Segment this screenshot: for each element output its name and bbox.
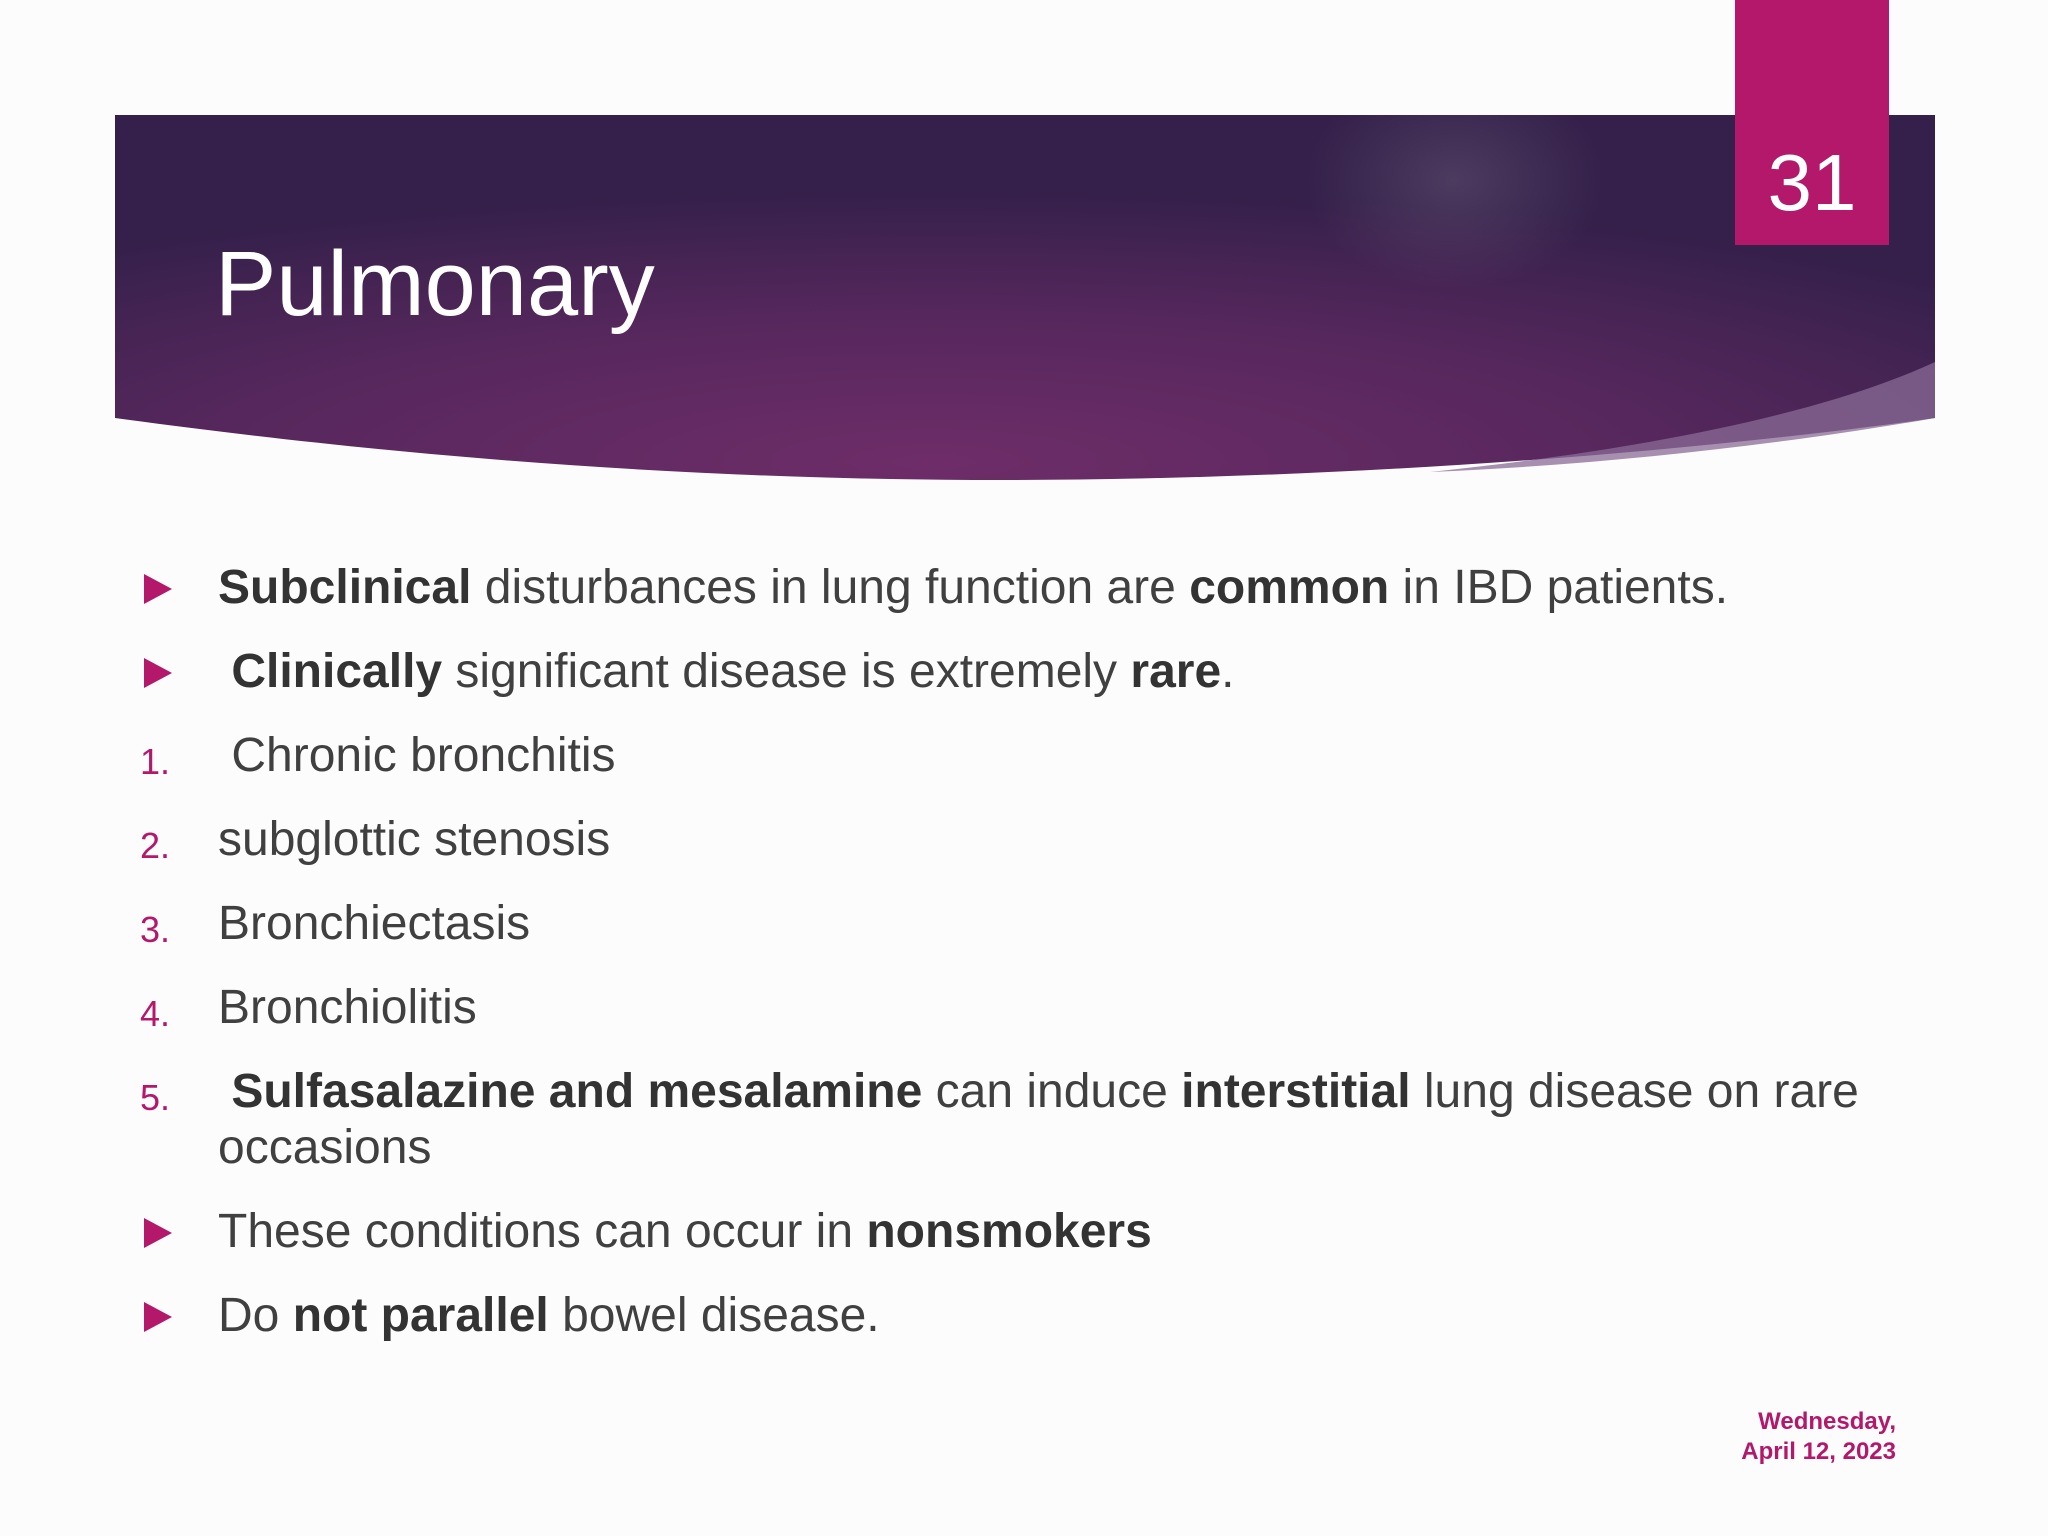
list-number-label: 3. bbox=[140, 909, 171, 950]
text-run: in IBD patients. bbox=[1389, 561, 1729, 614]
list-item-text bbox=[218, 812, 1930, 868]
page-number-tab bbox=[1735, 0, 1889, 245]
triangle-right-icon bbox=[144, 574, 172, 604]
list-item-text bbox=[218, 728, 1930, 784]
list-item-text bbox=[218, 896, 1930, 952]
bullet-arrow-icon bbox=[140, 1204, 218, 1260]
list-item bbox=[140, 1288, 1930, 1344]
bold-text: common bbox=[1189, 561, 1390, 614]
list-number bbox=[140, 1064, 218, 1120]
bold-text: Sulfasalazine and mesalamine bbox=[231, 1065, 923, 1118]
bullet-list bbox=[140, 560, 1930, 1372]
page-title: Pulmonary bbox=[215, 233, 655, 335]
text-run bbox=[218, 645, 231, 698]
date-footer bbox=[1741, 1407, 1896, 1467]
list-item bbox=[140, 1204, 1930, 1260]
text-run: . bbox=[1221, 645, 1235, 698]
text-run bbox=[218, 1065, 231, 1118]
list-item-text bbox=[218, 644, 1930, 700]
list-item bbox=[140, 728, 1930, 784]
bold-text: Clinically bbox=[231, 645, 443, 698]
text-run: Bronchiectasis bbox=[218, 897, 531, 950]
list-number bbox=[140, 812, 218, 868]
list-item-text bbox=[218, 560, 1930, 616]
text-run: These conditions can occur in bbox=[218, 1205, 867, 1258]
list-number-label: 1. bbox=[140, 741, 171, 782]
text-run: significant disease is extremely bbox=[442, 645, 1131, 698]
list-item bbox=[140, 644, 1930, 700]
text-run: Chronic bronchitis bbox=[218, 729, 616, 782]
page-number: 31 bbox=[1767, 138, 1857, 227]
list-item-text bbox=[218, 1064, 1930, 1176]
list-item-text bbox=[218, 980, 1930, 1036]
list-number-label: 2. bbox=[140, 825, 171, 866]
bold-text: interstitial bbox=[1181, 1065, 1411, 1118]
list-item bbox=[140, 896, 1930, 952]
text-run: disturbances in lung function are bbox=[471, 561, 1190, 614]
bullet-arrow-icon bbox=[140, 560, 218, 616]
list-number bbox=[140, 896, 218, 952]
triangle-right-icon bbox=[144, 1302, 172, 1332]
bullet-arrow-icon bbox=[140, 644, 218, 700]
triangle-right-icon bbox=[144, 658, 172, 688]
list-number-label: 5. bbox=[140, 1077, 171, 1118]
list-item bbox=[140, 980, 1930, 1036]
triangle-right-icon bbox=[144, 1218, 172, 1248]
list-number-label: 4. bbox=[140, 993, 171, 1034]
text-run: bowel disease. bbox=[548, 1289, 880, 1342]
date-weekday: Wednesday, bbox=[1758, 1408, 1896, 1435]
bullet-arrow-icon bbox=[140, 1288, 218, 1344]
list-number bbox=[140, 728, 218, 784]
list-item bbox=[140, 560, 1930, 616]
date-full: April 12, 2023 bbox=[1741, 1438, 1896, 1465]
text-run: can induce bbox=[922, 1065, 1182, 1118]
bold-text: rare bbox=[1130, 645, 1222, 698]
bold-text: nonsmokers bbox=[866, 1205, 1152, 1258]
list-number bbox=[140, 980, 218, 1036]
list-item-text bbox=[218, 1204, 1930, 1260]
bold-text: Subclinical bbox=[218, 561, 472, 614]
text-run: Do bbox=[218, 1289, 293, 1342]
text-run: subglottic stenosis bbox=[218, 813, 611, 866]
list-item bbox=[140, 1064, 1930, 1176]
text-run: lung disease on rare occasions bbox=[218, 1065, 1873, 1174]
list-item-text bbox=[218, 1288, 1930, 1344]
bold-text: not parallel bbox=[292, 1289, 549, 1342]
text-run: Bronchiolitis bbox=[218, 981, 477, 1034]
list-item bbox=[140, 812, 1930, 868]
